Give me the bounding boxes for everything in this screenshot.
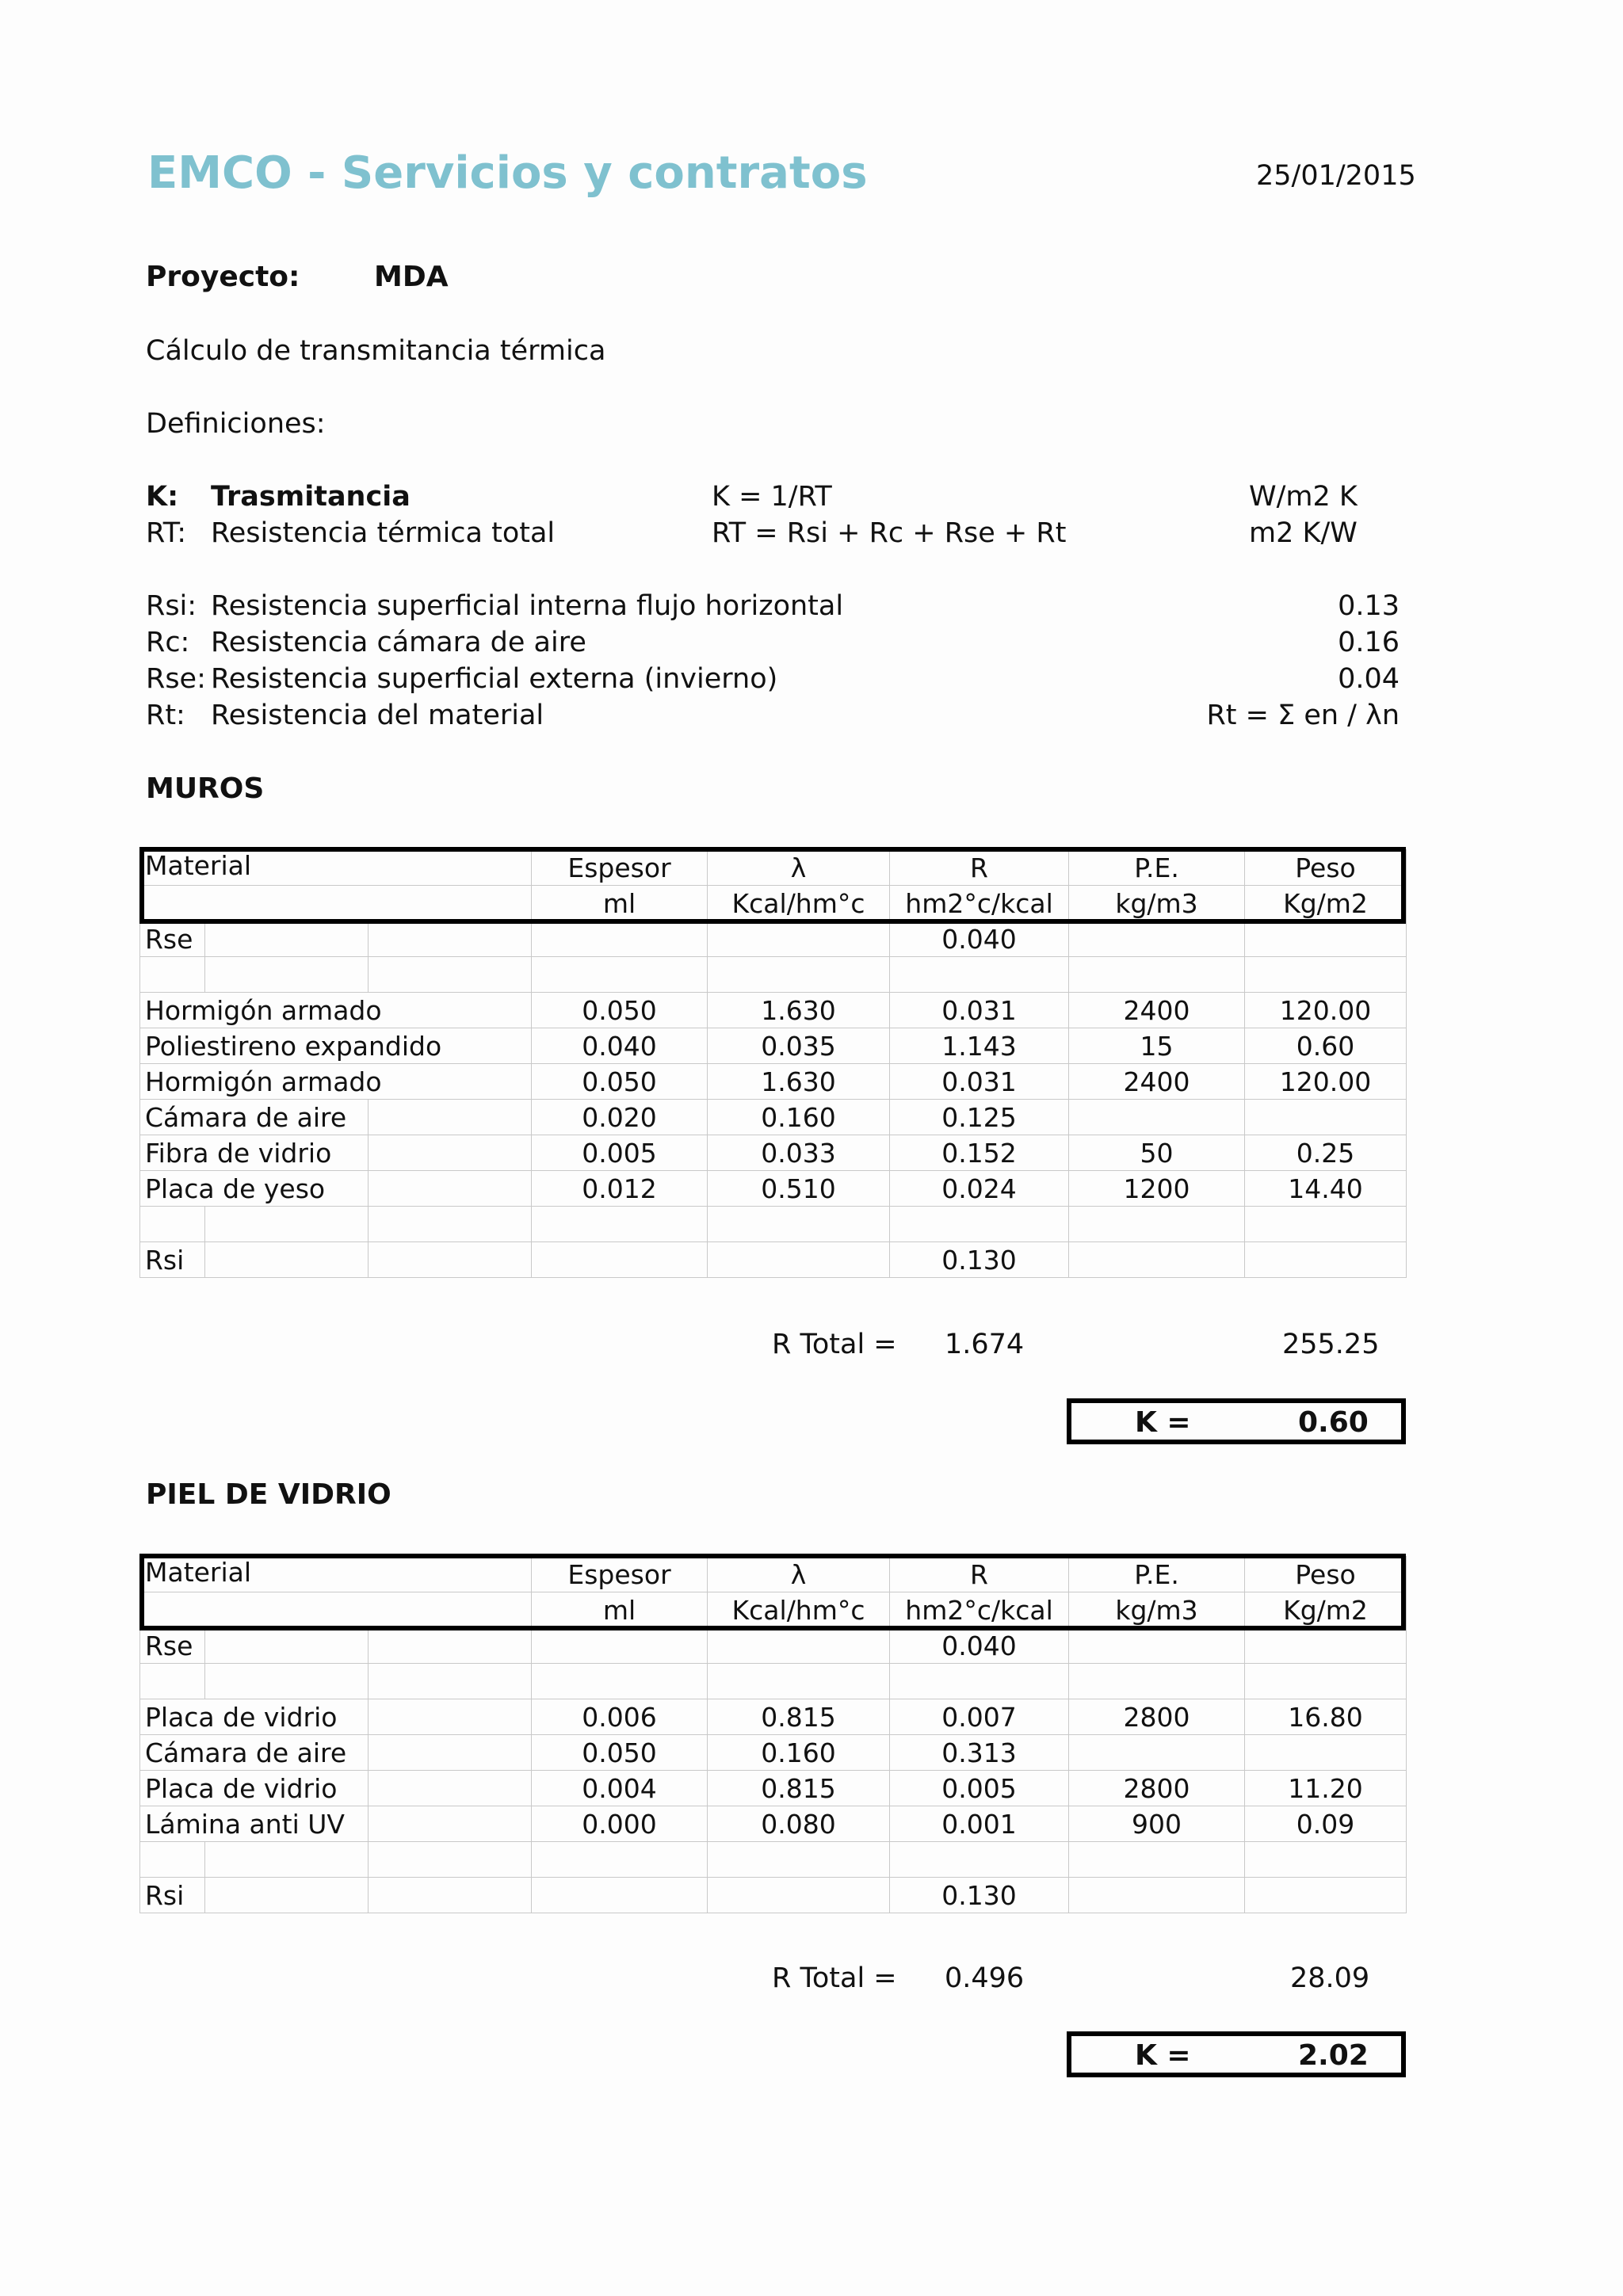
muros-k-box <box>1067 1398 1406 1444</box>
row-peso: 0.60 <box>1245 1028 1407 1064</box>
row-espesor: 0.012 <box>532 1171 708 1207</box>
row-label: Rse <box>140 921 205 957</box>
res-name: Resistencia cámara de aire <box>211 627 586 658</box>
res-value: 0.16 <box>1338 627 1400 658</box>
row-peso <box>1245 1735 1407 1771</box>
row-pe <box>1069 1735 1245 1771</box>
row-r: 0.001 <box>890 1806 1069 1842</box>
row-r: 0.040 <box>890 921 1069 957</box>
table-row <box>140 1699 1407 1735</box>
row-pe: 2400 <box>1069 1064 1245 1100</box>
document-title: EMCO - Servicios y contratos <box>147 147 868 199</box>
row-lambda: 0.035 <box>708 1028 890 1064</box>
row-peso <box>1245 1100 1407 1135</box>
table-row <box>140 1028 1407 1064</box>
unit-pe: kg/m3 <box>1069 1592 1245 1628</box>
row-lambda: 1.630 <box>708 1064 890 1100</box>
unit-pe: kg/m3 <box>1069 886 1245 921</box>
header-espesor: Espesor <box>532 1557 708 1592</box>
unit-r: hm2°c/kcal <box>890 1592 1069 1628</box>
row-r: 0.152 <box>890 1135 1069 1171</box>
row-r: 0.007 <box>890 1699 1069 1735</box>
res-name: Resistencia del material <box>211 700 544 731</box>
row-r: 0.040 <box>890 1628 1069 1664</box>
piel-k-value: 2.02 <box>1298 2039 1369 2072</box>
row-lambda: 0.510 <box>708 1171 890 1207</box>
row-r: 0.005 <box>890 1771 1069 1806</box>
row-label: Rsi <box>140 1242 205 1278</box>
table-row <box>140 1171 1407 1207</box>
table-row <box>140 1135 1407 1171</box>
document-subtitle: Cálculo de transmitancia térmica <box>146 335 606 367</box>
header-material-blank <box>140 886 532 921</box>
def-formula: K = 1/RT <box>712 481 832 513</box>
row-r: 0.024 <box>890 1171 1069 1207</box>
row-lambda: 0.815 <box>708 1699 890 1735</box>
header-peso: Peso <box>1245 1557 1407 1592</box>
document-date: 25/01/2015 <box>1256 160 1416 192</box>
header-r: R <box>890 1557 1069 1592</box>
header-material: Material <box>140 850 532 886</box>
def-key: RT: <box>146 517 187 549</box>
row-lambda: 0.160 <box>708 1100 890 1135</box>
piel-total-label: R Total = <box>772 1962 897 1994</box>
muros-total-label: R Total = <box>772 1329 897 1360</box>
row-r: 0.130 <box>890 1878 1069 1913</box>
row-peso: 120.00 <box>1245 993 1407 1028</box>
muros-peso-total: 255.25 <box>1282 1329 1380 1360</box>
row-lambda: 0.033 <box>708 1135 890 1171</box>
row-espesor: 0.000 <box>532 1806 708 1842</box>
row-pe: 2800 <box>1069 1699 1245 1735</box>
header-espesor: Espesor <box>532 850 708 886</box>
muros-table <box>139 849 1407 1278</box>
def-name: Trasmitancia <box>211 481 411 513</box>
row-r: 0.313 <box>890 1735 1069 1771</box>
res-name: Resistencia superficial interna flujo horizontal <box>211 590 844 622</box>
row-material: Placa de vidrio <box>140 1771 369 1806</box>
row-peso: 16.80 <box>1245 1699 1407 1735</box>
muros-k-value: 0.60 <box>1298 1406 1369 1439</box>
piel-k-box <box>1067 2031 1406 2077</box>
row-r: 0.031 <box>890 1064 1069 1100</box>
def-unit: m2 K/W <box>1249 517 1358 549</box>
header-peso: Peso <box>1245 850 1407 886</box>
row-espesor: 0.050 <box>532 1064 708 1100</box>
table-row <box>140 1064 1407 1100</box>
unit-espesor: ml <box>532 886 708 921</box>
row-material: Hormigón armado <box>140 993 532 1028</box>
table-row-rsi <box>140 1242 1407 1278</box>
table-row <box>140 1806 1407 1842</box>
header-pe: P.E. <box>1069 1557 1245 1592</box>
header-material: Material <box>140 1557 532 1592</box>
row-material: Fibra de vidrio <box>140 1135 369 1171</box>
row-espesor: 0.040 <box>532 1028 708 1064</box>
row-espesor: 0.006 <box>532 1699 708 1735</box>
def-unit: W/m2 K <box>1249 481 1358 513</box>
unit-espesor: ml <box>532 1592 708 1628</box>
res-key: Rc: <box>146 627 190 658</box>
table-row <box>140 1771 1407 1806</box>
row-label: Rsi <box>140 1878 205 1913</box>
row-r: 0.125 <box>890 1100 1069 1135</box>
res-name: Resistencia superficial externa (invierno) <box>211 663 778 695</box>
row-pe <box>1069 1100 1245 1135</box>
res-key: Rsi: <box>146 590 197 622</box>
def-name: Resistencia térmica total <box>211 517 556 549</box>
row-peso: 11.20 <box>1245 1771 1407 1806</box>
muros-r-total: 1.674 <box>945 1329 1025 1360</box>
section-title-piel: PIEL DE VIDRIO <box>146 1478 391 1511</box>
row-pe: 15 <box>1069 1028 1245 1064</box>
section-title-muros: MUROS <box>146 772 265 805</box>
row-espesor: 0.020 <box>532 1100 708 1135</box>
row-espesor: 0.004 <box>532 1771 708 1806</box>
row-lambda: 1.630 <box>708 993 890 1028</box>
row-peso: 0.25 <box>1245 1135 1407 1171</box>
row-label: Rse <box>140 1628 205 1664</box>
table-row <box>140 1735 1407 1771</box>
row-pe: 1200 <box>1069 1171 1245 1207</box>
row-material: Hormigón armado <box>140 1064 532 1100</box>
row-espesor: 0.050 <box>532 1735 708 1771</box>
res-value: Rt = Σ en / λn <box>1206 700 1400 731</box>
row-pe: 2400 <box>1069 993 1245 1028</box>
header-lambda: λ <box>708 850 890 886</box>
row-peso: 0.09 <box>1245 1806 1407 1842</box>
row-r: 0.031 <box>890 993 1069 1028</box>
row-material: Poliestireno expandido <box>140 1028 532 1064</box>
piel-k-label: K = <box>1135 2039 1191 2072</box>
table-row-rse <box>140 1628 1407 1664</box>
res-key: Rse: <box>146 663 206 695</box>
unit-r: hm2°c/kcal <box>890 886 1069 921</box>
table-row <box>140 993 1407 1028</box>
header-r: R <box>890 850 1069 886</box>
row-material: Cámara de aire <box>140 1735 369 1771</box>
row-pe: 50 <box>1069 1135 1245 1171</box>
unit-lambda: Kcal/hm°c <box>708 1592 890 1628</box>
res-key: Rt: <box>146 700 185 731</box>
def-key: K: <box>146 481 179 513</box>
table-row-rsi <box>140 1878 1407 1913</box>
table-row <box>140 1100 1407 1135</box>
row-material: Placa de vidrio <box>140 1699 369 1735</box>
res-value: 0.13 <box>1338 590 1400 622</box>
row-material: Placa de yeso <box>140 1171 369 1207</box>
table-row-rse <box>140 921 1407 957</box>
row-r: 0.130 <box>890 1242 1069 1278</box>
row-espesor: 0.050 <box>532 993 708 1028</box>
unit-peso: Kg/m2 <box>1245 886 1407 921</box>
row-lambda: 0.815 <box>708 1771 890 1806</box>
unit-peso: Kg/m2 <box>1245 1592 1407 1628</box>
unit-lambda: Kcal/hm°c <box>708 886 890 921</box>
piel-table <box>139 1556 1407 1913</box>
project-label: Proyecto: <box>146 261 300 293</box>
row-lambda: 0.080 <box>708 1806 890 1842</box>
piel-peso-total: 28.09 <box>1290 1962 1370 1994</box>
definitions-label: Definiciones: <box>146 408 326 440</box>
project-value: MDA <box>374 261 449 293</box>
row-material: Cámara de aire <box>140 1100 369 1135</box>
header-lambda: λ <box>708 1557 890 1592</box>
muros-k-label: K = <box>1135 1406 1191 1439</box>
def-formula: RT = Rsi + Rc + Rse + Rt <box>712 517 1067 549</box>
row-peso: 14.40 <box>1245 1171 1407 1207</box>
row-lambda: 0.160 <box>708 1735 890 1771</box>
row-espesor: 0.005 <box>532 1135 708 1171</box>
header-material-blank <box>140 1592 532 1628</box>
header-pe: P.E. <box>1069 850 1245 886</box>
row-pe: 2800 <box>1069 1771 1245 1806</box>
piel-r-total: 0.496 <box>945 1962 1025 1994</box>
res-value: 0.04 <box>1338 663 1400 695</box>
row-r: 1.143 <box>890 1028 1069 1064</box>
row-pe: 900 <box>1069 1806 1245 1842</box>
row-peso: 120.00 <box>1245 1064 1407 1100</box>
row-material: Lámina anti UV <box>140 1806 369 1842</box>
